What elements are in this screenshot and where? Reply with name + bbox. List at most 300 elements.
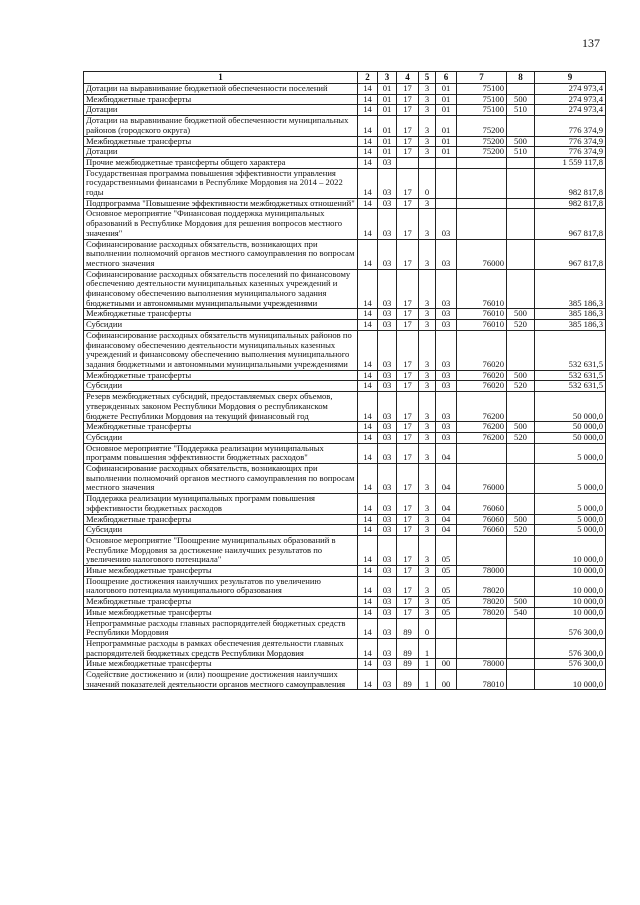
code-expense-type: 540	[507, 607, 535, 618]
table-row	[84, 157, 606, 168]
code-activity: 05	[436, 576, 457, 596]
row-amount: 5 000,0	[535, 525, 606, 536]
table-row	[84, 566, 606, 577]
code-section: 03	[378, 198, 397, 209]
table-row	[84, 168, 606, 198]
code-activity	[436, 157, 457, 168]
code-program: 3	[419, 432, 436, 443]
code-ministry: 14	[358, 535, 378, 565]
row-name: Межбюджетные трансферты	[84, 94, 358, 105]
code-program: 3	[419, 320, 436, 331]
code-expense-type	[507, 239, 535, 269]
code-section: 03	[378, 618, 397, 638]
row-name: Иные межбюджетные трансферты	[84, 607, 358, 618]
code-direction: 75100	[457, 84, 507, 95]
code-section: 01	[378, 84, 397, 95]
code-program: 3	[419, 494, 436, 514]
code-ministry: 14	[358, 638, 378, 658]
row-amount: 10 000,0	[535, 576, 606, 596]
row-name: Поощрение достижения наилучших результатов по увеличению налогового потенциала муниципального образования	[84, 576, 358, 596]
table-row	[84, 209, 606, 239]
code-ministry: 14	[358, 209, 378, 239]
row-amount: 776 374,9	[535, 136, 606, 147]
code-program: 1	[419, 670, 436, 690]
row-amount: 5 000,0	[535, 443, 606, 463]
code-ministry: 14	[358, 84, 378, 95]
code-activity: 03	[436, 309, 457, 320]
row-amount: 982 817,8	[535, 168, 606, 198]
table-row	[84, 464, 606, 494]
code-subsection: 17	[397, 607, 419, 618]
code-subsection: 17	[397, 94, 419, 105]
table-row	[84, 607, 606, 618]
code-direction: 78020	[457, 576, 507, 596]
code-section: 03	[378, 330, 397, 370]
row-name: Основное мероприятие "Поддержка реализации муниципальных программ повышения эффективности бюджетных расходов"	[84, 443, 358, 463]
code-direction: 76020	[457, 381, 507, 392]
code-expense-type	[507, 494, 535, 514]
code-subsection: 17	[397, 443, 419, 463]
code-ministry: 14	[358, 105, 378, 116]
row-name: Подпрограмма "Повышение эффективности межбюджетных отношений"	[84, 198, 358, 209]
code-section: 03	[378, 381, 397, 392]
code-subsection: 17	[397, 464, 419, 494]
code-ministry: 14	[358, 168, 378, 198]
code-subsection	[397, 157, 419, 168]
code-activity: 05	[436, 597, 457, 608]
code-ministry: 14	[358, 576, 378, 596]
row-name: Содействие достижению и (или) поощрение достижения наилучших значений показателей деятельности органов местного самоуправления	[84, 670, 358, 690]
code-ministry: 14	[358, 239, 378, 269]
code-expense-type	[507, 443, 535, 463]
code-ministry: 14	[358, 370, 378, 381]
code-ministry: 14	[358, 147, 378, 158]
code-subsection: 17	[397, 320, 419, 331]
code-program: 1	[419, 659, 436, 670]
code-section: 03	[378, 269, 397, 309]
row-name: Дотации	[84, 105, 358, 116]
code-expense-type	[507, 330, 535, 370]
code-section: 03	[378, 157, 397, 168]
code-ministry: 14	[358, 116, 378, 136]
code-expense-type	[507, 659, 535, 670]
code-activity	[436, 618, 457, 638]
code-ministry: 14	[358, 422, 378, 433]
code-subsection: 17	[397, 105, 419, 116]
code-section: 03	[378, 443, 397, 463]
code-activity: 00	[436, 659, 457, 670]
code-program: 3	[419, 105, 436, 116]
row-name: Субсидии	[84, 320, 358, 331]
row-name: Межбюджетные трансферты	[84, 597, 358, 608]
code-direction: 78020	[457, 607, 507, 618]
code-expense-type	[507, 269, 535, 309]
code-direction: 76200	[457, 432, 507, 443]
row-amount: 982 817,8	[535, 198, 606, 209]
row-amount: 50 000,0	[535, 392, 606, 422]
row-amount: 50 000,0	[535, 432, 606, 443]
code-subsection: 17	[397, 597, 419, 608]
code-ministry: 14	[358, 157, 378, 168]
row-amount: 532 631,5	[535, 330, 606, 370]
code-activity: 04	[436, 514, 457, 525]
code-subsection: 17	[397, 432, 419, 443]
code-ministry: 14	[358, 392, 378, 422]
code-ministry: 14	[358, 432, 378, 443]
code-activity: 03	[436, 269, 457, 309]
code-section: 03	[378, 576, 397, 596]
column-header-6: 6	[436, 72, 457, 84]
code-direction: 76060	[457, 494, 507, 514]
table-row	[84, 638, 606, 658]
code-direction	[457, 618, 507, 638]
code-activity: 04	[436, 525, 457, 536]
table-row	[84, 576, 606, 596]
row-name: Основное мероприятие "Поощрение муниципальных образований в Республике Мордовия за достижение наилучших результатов по увеличению налогового потенциала"	[84, 535, 358, 565]
table-row	[84, 659, 606, 670]
code-section: 01	[378, 116, 397, 136]
code-section: 03	[378, 370, 397, 381]
row-amount: 967 817,8	[535, 209, 606, 239]
code-program: 3	[419, 370, 436, 381]
code-section: 03	[378, 432, 397, 443]
code-subsection: 17	[397, 370, 419, 381]
table-row	[84, 597, 606, 608]
row-name: Дотации	[84, 147, 358, 158]
code-expense-type	[507, 209, 535, 239]
code-program: 3	[419, 136, 436, 147]
code-subsection: 17	[397, 525, 419, 536]
code-subsection: 17	[397, 330, 419, 370]
code-program: 3	[419, 381, 436, 392]
code-section: 03	[378, 392, 397, 422]
code-ministry: 14	[358, 330, 378, 370]
code-ministry: 14	[358, 309, 378, 320]
code-subsection: 17	[397, 566, 419, 577]
code-section: 03	[378, 535, 397, 565]
row-amount: 274 973,4	[535, 84, 606, 95]
table-row	[84, 525, 606, 536]
code-ministry: 14	[358, 198, 378, 209]
code-program: 3	[419, 198, 436, 209]
code-ministry: 14	[358, 269, 378, 309]
code-ministry: 14	[358, 597, 378, 608]
table-row	[84, 330, 606, 370]
code-ministry: 14	[358, 607, 378, 618]
code-subsection: 89	[397, 670, 419, 690]
code-direction: 76010	[457, 320, 507, 331]
code-ministry: 14	[358, 670, 378, 690]
row-amount: 10 000,0	[535, 566, 606, 577]
code-activity: 01	[436, 94, 457, 105]
code-expense-type	[507, 84, 535, 95]
table-row	[84, 392, 606, 422]
code-direction: 76000	[457, 239, 507, 269]
code-ministry: 14	[358, 464, 378, 494]
code-activity: 01	[436, 105, 457, 116]
code-direction	[457, 209, 507, 239]
row-amount: 10 000,0	[535, 607, 606, 618]
code-program: 3	[419, 269, 436, 309]
row-name: Основное мероприятие "Финансовая поддержка муниципальных образований в Республике Мордовия для решения вопросов местного значения"	[84, 209, 358, 239]
row-name: Межбюджетные трансферты	[84, 136, 358, 147]
code-section: 01	[378, 94, 397, 105]
row-amount: 10 000,0	[535, 597, 606, 608]
code-activity: 01	[436, 136, 457, 147]
table-row	[84, 309, 606, 320]
page-number: 137	[582, 36, 600, 50]
row-name: Софинансирование расходных обязательств поселений по финансовому обеспечению деятельности муниципальных казенных учреждений и финансовому обеспечению выполнения муниципального задания бюджетными и автономными муниципальными учреждениями	[84, 269, 358, 309]
code-program: 1	[419, 638, 436, 658]
row-amount: 385 186,3	[535, 309, 606, 320]
code-ministry: 14	[358, 381, 378, 392]
row-name: Субсидии	[84, 432, 358, 443]
code-subsection: 17	[397, 136, 419, 147]
code-program	[419, 157, 436, 168]
code-section: 03	[378, 320, 397, 331]
row-amount: 10 000,0	[535, 670, 606, 690]
code-direction: 75200	[457, 147, 507, 158]
code-direction	[457, 443, 507, 463]
code-ministry: 14	[358, 659, 378, 670]
code-subsection: 17	[397, 576, 419, 596]
code-activity: 03	[436, 432, 457, 443]
code-program: 3	[419, 525, 436, 536]
code-direction: 75200	[457, 136, 507, 147]
code-direction: 78000	[457, 566, 507, 577]
code-subsection: 17	[397, 239, 419, 269]
row-amount: 5 000,0	[535, 464, 606, 494]
row-name: Субсидии	[84, 381, 358, 392]
table-header-row	[84, 72, 606, 84]
code-direction: 76000	[457, 464, 507, 494]
code-activity: 00	[436, 670, 457, 690]
code-program: 3	[419, 464, 436, 494]
row-name: Непрограммные расходы в рамках обеспечения деятельности главных распорядителей бюджетных средств Республики Мордовия	[84, 638, 358, 658]
code-activity: 03	[436, 330, 457, 370]
code-ministry: 14	[358, 443, 378, 463]
row-name: Дотации на выравнивание бюджетной обеспеченности муниципальных районов (городского округа)	[84, 116, 358, 136]
code-expense-type: 500	[507, 514, 535, 525]
code-program: 3	[419, 84, 436, 95]
row-name: Непрограммные расходы главных распорядителей бюджетных средств Республики Мордовия	[84, 618, 358, 638]
table-row	[84, 105, 606, 116]
code-expense-type	[507, 392, 535, 422]
row-amount: 50 000,0	[535, 422, 606, 433]
column-header-7: 7	[457, 72, 507, 84]
code-program: 3	[419, 422, 436, 433]
table-row	[84, 84, 606, 95]
code-subsection: 17	[397, 514, 419, 525]
code-subsection: 17	[397, 381, 419, 392]
code-ministry: 14	[358, 94, 378, 105]
table-row	[84, 670, 606, 690]
code-program: 3	[419, 209, 436, 239]
code-subsection: 89	[397, 638, 419, 658]
code-direction: 76060	[457, 525, 507, 536]
code-section: 03	[378, 659, 397, 670]
code-section: 03	[378, 168, 397, 198]
row-amount: 274 973,4	[535, 105, 606, 116]
table-row	[84, 198, 606, 209]
code-expense-type: 500	[507, 422, 535, 433]
code-subsection: 17	[397, 198, 419, 209]
code-subsection: 17	[397, 147, 419, 158]
code-subsection: 17	[397, 84, 419, 95]
code-activity: 04	[436, 464, 457, 494]
code-expense-type: 500	[507, 136, 535, 147]
code-direction	[457, 157, 507, 168]
row-name: Дотации на выравнивание бюджетной обеспеченности поселений	[84, 84, 358, 95]
row-name: Государственная программа повышения эффективности управления государственными финансами в Республике Мордовия на 2014 – 2022 годы	[84, 168, 358, 198]
code-activity: 01	[436, 116, 457, 136]
code-activity: 04	[436, 443, 457, 463]
code-subsection: 17	[397, 209, 419, 239]
row-amount: 385 186,3	[535, 269, 606, 309]
table-row	[84, 320, 606, 331]
code-activity: 03	[436, 392, 457, 422]
code-expense-type: 520	[507, 432, 535, 443]
code-direction	[457, 535, 507, 565]
code-activity: 03	[436, 381, 457, 392]
code-expense-type: 520	[507, 381, 535, 392]
table-row	[84, 618, 606, 638]
code-section: 03	[378, 514, 397, 525]
column-header-2: 2	[358, 72, 378, 84]
row-name: Софинансирование расходных обязательств муниципальных районов по финансовому обеспечению деятельности муниципальных казенных учреждений и финансовому обеспечению выполнения муниципального задания бюджетными и автономными муниципальными учреждениями	[84, 330, 358, 370]
code-program: 3	[419, 566, 436, 577]
row-name: Прочие межбюджетные трансферты общего характера	[84, 157, 358, 168]
budget-table	[83, 71, 606, 690]
code-subsection: 17	[397, 422, 419, 433]
table-row	[84, 422, 606, 433]
code-expense-type: 520	[507, 525, 535, 536]
row-name: Межбюджетные трансферты	[84, 370, 358, 381]
table-body	[84, 84, 606, 690]
code-ministry: 14	[358, 566, 378, 577]
column-header-4: 4	[397, 72, 419, 84]
code-ministry: 14	[358, 618, 378, 638]
code-activity	[436, 638, 457, 658]
code-subsection: 89	[397, 659, 419, 670]
code-activity	[436, 198, 457, 209]
row-name: Софинансирование расходных обязательств, возникающих при выполнении полномочий органов местного самоуправления по вопросам местного значения	[84, 464, 358, 494]
code-direction: 76200	[457, 422, 507, 433]
code-direction: 76020	[457, 330, 507, 370]
row-amount: 576 300,0	[535, 618, 606, 638]
code-activity: 03	[436, 422, 457, 433]
code-activity: 04	[436, 494, 457, 514]
row-amount: 10 000,0	[535, 535, 606, 565]
code-section: 03	[378, 525, 397, 536]
code-activity	[436, 168, 457, 198]
code-subsection: 17	[397, 392, 419, 422]
code-section: 03	[378, 494, 397, 514]
code-expense-type	[507, 535, 535, 565]
code-direction: 76060	[457, 514, 507, 525]
code-subsection: 17	[397, 269, 419, 309]
code-expense-type	[507, 168, 535, 198]
code-expense-type	[507, 116, 535, 136]
row-name: Резерв межбюджетных субсидий, предоставляемых сверх объемов, утвержденных законом Республики Мордовия о республиканском бюджете Республики Мордовия на текущий финансовый год	[84, 392, 358, 422]
code-program: 3	[419, 94, 436, 105]
row-amount: 576 300,0	[535, 638, 606, 658]
row-name: Межбюджетные трансферты	[84, 309, 358, 320]
code-section: 01	[378, 105, 397, 116]
row-name: Межбюджетные трансферты	[84, 422, 358, 433]
code-program: 3	[419, 576, 436, 596]
code-section: 03	[378, 239, 397, 269]
code-program: 3	[419, 330, 436, 370]
row-amount: 532 631,5	[535, 381, 606, 392]
column-header-3: 3	[378, 72, 397, 84]
row-name: Софинансирование расходных обязательств, возникающих при выполнении полномочий органов местного самоуправления по вопросам местного значения	[84, 239, 358, 269]
code-expense-type: 500	[507, 597, 535, 608]
code-expense-type	[507, 670, 535, 690]
code-program: 3	[419, 443, 436, 463]
code-direction: 78010	[457, 670, 507, 690]
table-row	[84, 269, 606, 309]
code-program: 3	[419, 392, 436, 422]
code-program: 3	[419, 239, 436, 269]
code-section: 03	[378, 597, 397, 608]
code-direction: 75100	[457, 105, 507, 116]
code-subsection: 17	[397, 494, 419, 514]
code-section: 03	[378, 566, 397, 577]
row-amount: 5 000,0	[535, 494, 606, 514]
code-expense-type	[507, 576, 535, 596]
code-activity: 05	[436, 535, 457, 565]
code-expense-type	[507, 618, 535, 638]
code-expense-type	[507, 464, 535, 494]
row-name: Иные межбюджетные трансферты	[84, 566, 358, 577]
code-program: 3	[419, 116, 436, 136]
row-amount: 576 300,0	[535, 659, 606, 670]
code-section: 03	[378, 638, 397, 658]
code-direction: 75100	[457, 94, 507, 105]
row-name: Межбюджетные трансферты	[84, 514, 358, 525]
code-activity: 01	[436, 84, 457, 95]
code-activity: 03	[436, 209, 457, 239]
code-direction: 76010	[457, 269, 507, 309]
code-program: 3	[419, 597, 436, 608]
table-row	[84, 147, 606, 158]
code-direction	[457, 168, 507, 198]
table-row	[84, 239, 606, 269]
code-expense-type: 500	[507, 309, 535, 320]
code-expense-type	[507, 638, 535, 658]
column-header-1: 1	[84, 72, 358, 84]
table-row	[84, 116, 606, 136]
code-section: 03	[378, 670, 397, 690]
code-activity: 05	[436, 566, 457, 577]
code-section: 03	[378, 607, 397, 618]
code-expense-type: 520	[507, 320, 535, 331]
code-expense-type	[507, 157, 535, 168]
code-expense-type	[507, 198, 535, 209]
code-section: 01	[378, 147, 397, 158]
code-direction	[457, 638, 507, 658]
code-program: 3	[419, 535, 436, 565]
row-amount: 1 559 117,8	[535, 157, 606, 168]
code-ministry: 14	[358, 494, 378, 514]
table-row	[84, 94, 606, 105]
column-header-9: 9	[535, 72, 606, 84]
code-section: 03	[378, 309, 397, 320]
table-row	[84, 514, 606, 525]
code-activity: 01	[436, 147, 457, 158]
code-subsection: 17	[397, 168, 419, 198]
